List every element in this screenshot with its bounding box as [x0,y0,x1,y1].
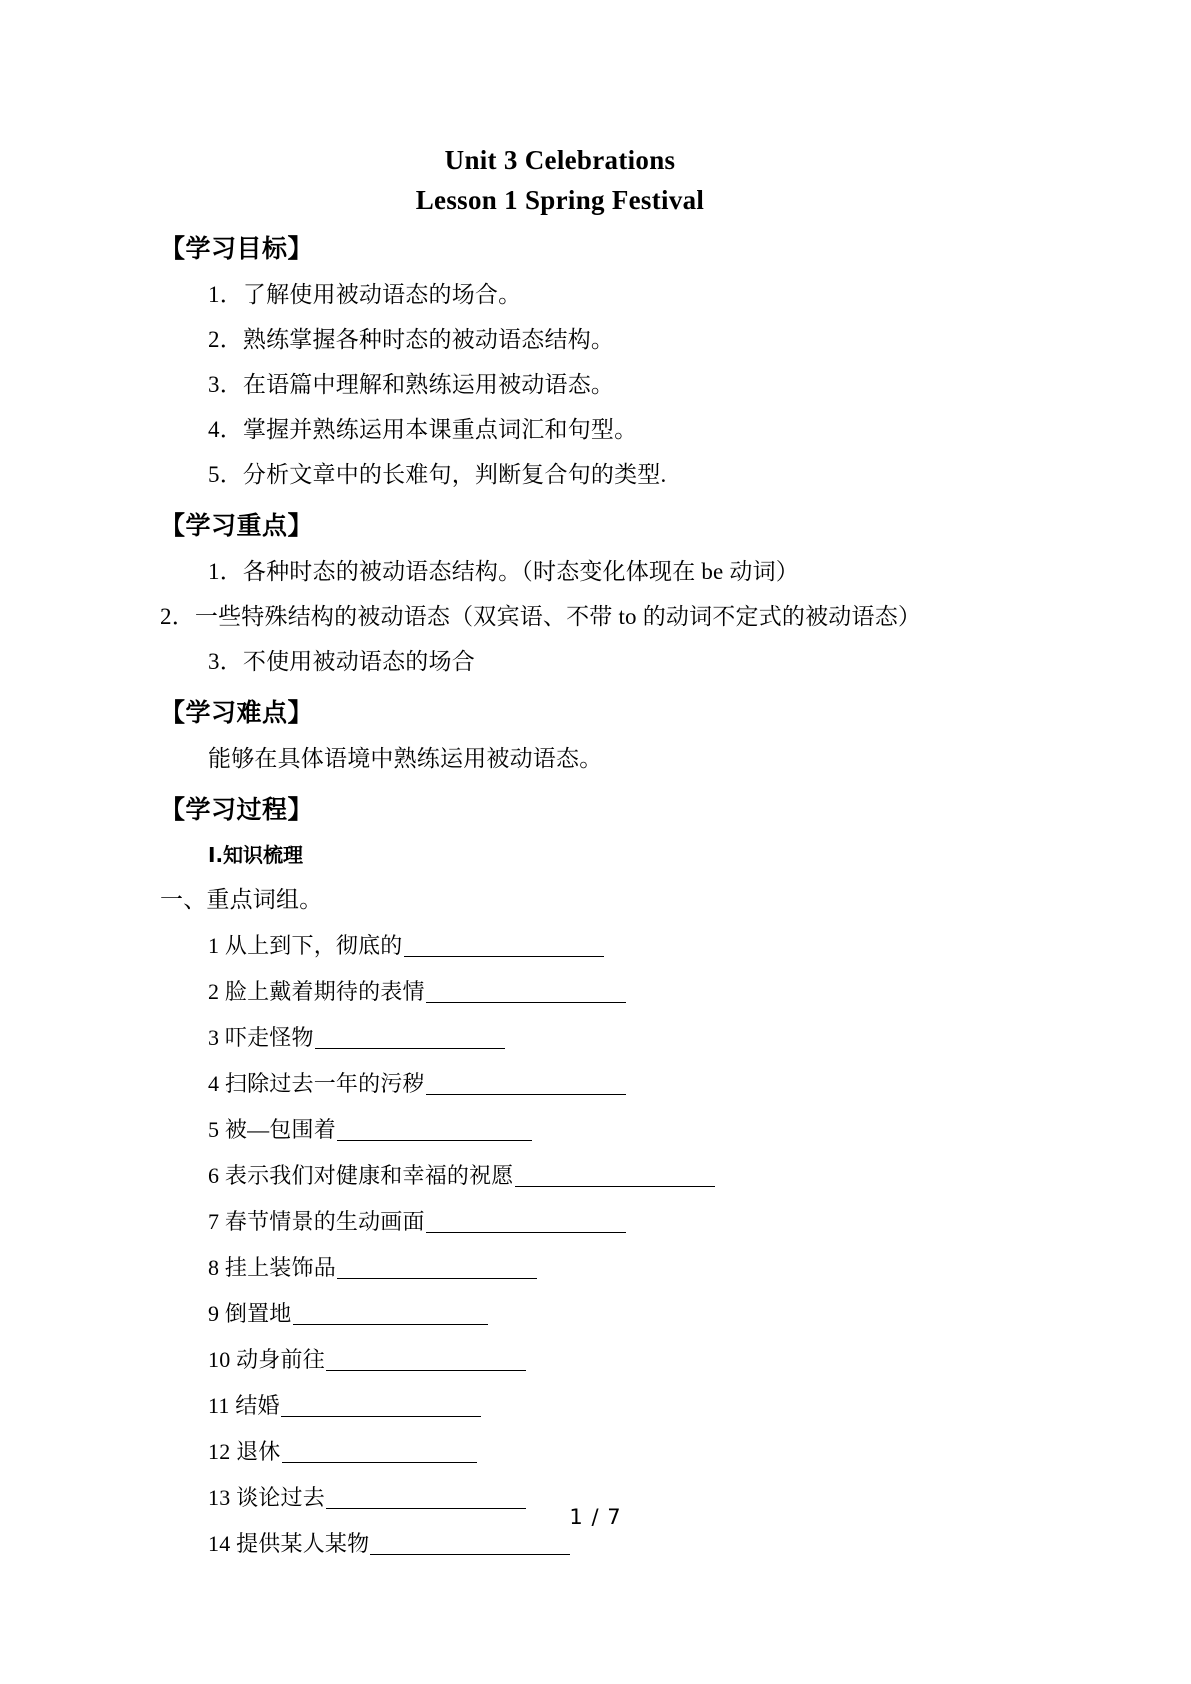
vocabulary-item-label: 14 提供某人某物 [208,1531,370,1556]
title-line-2: Lesson 1 Spring Festival [415,185,705,215]
key-point-item: 2．一些特殊结构的被动语态（双宾语、不带 to 的动词不定式的被动语态） [160,604,922,629]
vocabulary-list-heading: 一、重点词组。 [160,887,323,912]
objective-item: 1．了解使用被动语态的场合。 [208,282,522,307]
vocabulary-answer-blank[interactable] [426,1210,626,1233]
vocabulary-item [160,1291,960,1337]
key-point-item: 1．各种时态的被动语态结构。（时态变化体现在 be 动词） [208,559,800,584]
vocabulary-item [160,1199,960,1245]
vocabulary-answer-blank[interactable] [426,980,626,1003]
key-point-item: 3．不使用被动语态的场合 [208,649,475,674]
vocabulary-answer-blank[interactable] [370,1532,570,1555]
vocabulary-item-label: 4 扫除过去一年的污秽 [208,1071,425,1096]
title-line-1: Unit 3 Celebrations [444,145,676,175]
vocabulary-item-label: 8 挂上装饰品 [208,1255,336,1280]
vocabulary-item [160,1429,960,1475]
difficulty-text: 能够在具体语境中熟练运用被动语态。 [208,746,603,771]
vocabulary-item [160,923,960,969]
vocabulary-item-label: 6 表示我们对健康和幸福的祝愿 [208,1163,514,1188]
vocabulary-item-label: 3 吓走怪物 [208,1025,314,1050]
vocabulary-item [160,1061,960,1107]
vocabulary-item [160,1383,960,1429]
vocabulary-answer-blank[interactable] [515,1164,715,1187]
vocabulary-answer-blank[interactable] [404,934,604,957]
page-title [160,140,960,220]
vocabulary-item [160,1107,960,1153]
vocabulary-answer-blank[interactable] [337,1118,532,1141]
vocabulary-answer-blank[interactable] [337,1256,537,1279]
section-heading-difficulties: 【学习难点】 [160,698,314,727]
section-heading-key-points: 【学习重点】 [160,511,314,540]
vocabulary-answer-blank[interactable] [315,1026,505,1049]
vocabulary-item [160,1015,960,1061]
section-heading-process: 【学习过程】 [160,795,314,824]
objective-item: 4．掌握并熟练运用本课重点词汇和句型。 [208,417,638,442]
vocabulary-item [160,1337,960,1383]
vocabulary-list [160,923,960,1567]
vocabulary-answer-blank[interactable] [293,1302,488,1325]
vocabulary-item-label: 13 谈论过去 [208,1485,325,1510]
objective-item: 3．在语篇中理解和熟练运用被动语态。 [208,372,615,397]
vocabulary-answer-blank[interactable] [282,1440,477,1463]
vocabulary-item [160,1245,960,1291]
vocabulary-answer-blank[interactable] [281,1394,481,1417]
section-heading-objectives: 【学习目标】 [160,234,314,263]
objective-item: 2．熟练掌握各种时态的被动语态结构。 [208,327,615,352]
objective-item: 5．分析文章中的长难句，判断复合句的类型. [208,462,667,487]
vocabulary-answer-blank[interactable] [426,1072,626,1095]
vocabulary-answer-blank[interactable] [326,1348,526,1371]
vocabulary-item-label: 7 春节情景的生动画面 [208,1209,425,1234]
vocabulary-item [160,969,960,1015]
document-content [160,140,960,1567]
vocabulary-item-label: 1 从上到下，彻底的 [208,933,403,958]
vocabulary-item [160,1153,960,1199]
page-number: 1 / 7 [569,1505,622,1529]
vocabulary-item-label: 10 动身前往 [208,1347,325,1372]
vocabulary-item-label: 12 退休 [208,1439,281,1464]
subsection-knowledge-review: I.知识梳理 [208,843,304,867]
vocabulary-item-label: 9 倒置地 [208,1301,292,1326]
vocabulary-item-label: 5 被—包围着 [208,1117,336,1142]
vocabulary-item-label: 11 结婚 [208,1393,280,1418]
vocabulary-item-label: 2 脸上戴着期待的表情 [208,979,425,1004]
